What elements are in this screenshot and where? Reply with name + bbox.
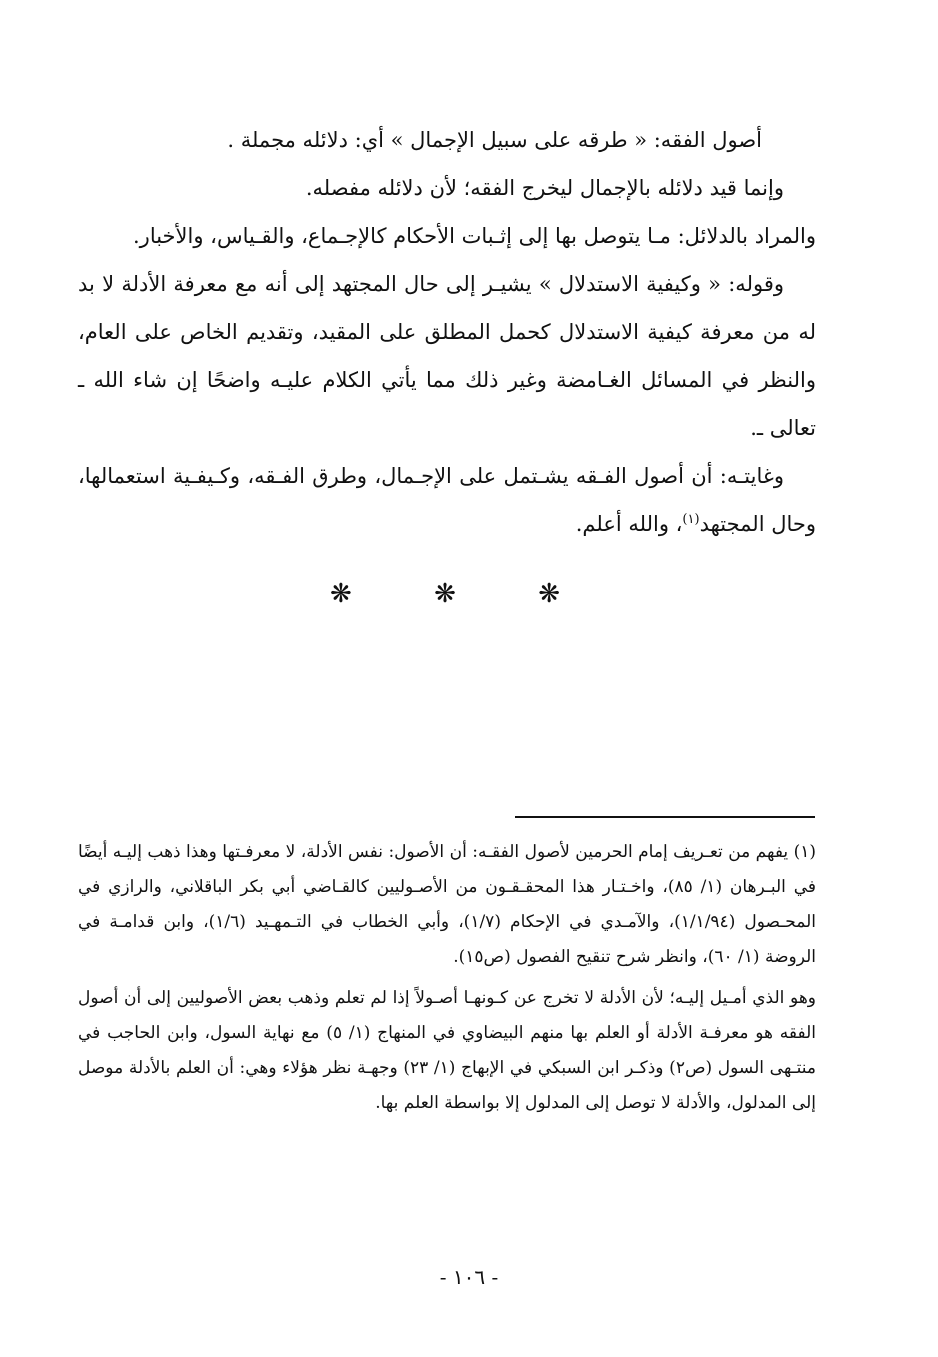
main-text xyxy=(78,116,816,548)
purpose-text: وغايتـه: أن أصول الفـقه يشـتمل على الإجـمال، وطرق الفـقه، وكـيفـية استعمالها، وحال المجتهد xyxy=(78,464,816,536)
footnote-1: (١) يفهم من تعـريف إمام الحرمين لأصول الفقـه: أن الأصول: نفس الأدلة، لا معرفـتها وهذا ذهب إليـه أيضًا في البـرهان (١/ ٨٥)، واخـتـار هذا المحقـقـون من الأصـوليين كالقـاضي أبي بكر الباقلاني، والرازي في المحـصول (١/١/٩٤)، والآمـدي في الإحكام (١/٧)، وأبي الخطاب في التـمهـيد (١/٦)، وابن قدامـة في الروضة (١/ ٦٠)، وانظر شرح تنقيح الفصول (ص١٥). xyxy=(78,842,816,967)
paragraph-definition: أصول الفقه: « طرقه على سبيل الإجمال » أي: دلائله مجملة . xyxy=(227,128,762,152)
asterism-star-icon: ❋ xyxy=(538,579,560,609)
asterism-star-icon: ❋ xyxy=(330,579,352,609)
footnote-divider xyxy=(515,816,815,818)
paragraph-inference: وقوله: « وكيفية الاستدلال » يشيـر إلى حال المجتهد إلى أنه مع معرفة الأدلة لا بد له من معرفة كيفية الاستدلال كحمل المطلق على المقيد، وتقديم الخاص على العام، والنظر في المسائل الغـامضة وغير ذلك مما يأتي الكلام عليـه واضحًا إن شاء الله ـ تعالى ـ. xyxy=(78,272,816,440)
page-number: - ١٠٦ - xyxy=(439,1265,499,1289)
asterism-star-icon: ❋ xyxy=(434,579,456,609)
paragraph-evidences: والمراد بالدلائل: مـا يتوصل بها إلى إثـبات الأحكام كالإجـماع، والقـياس، والأخبار. xyxy=(133,224,816,248)
footnote-1-continuation: وهو الذي أمـيل إليـه؛ لأن الأدلة لا تخرج عن كـونهـا أصـولاً إذا لم تعلم وذهب بعض الأصوليين إلى أن أصول الفقه هو معرفـة الأدلة أو العلم بها منهم البيضاوي في المنهاج (١/ ٥) مع نهاية السول، وابن الحاجب في منتـهى السول (ص٢) وذكـر ابن السبكي في الإبهاج (١/ ٢٣) وجهـة نظر هؤلاء وهي: أن العلم بالأدلة موصل إلى المدلول، والأدلة لا توصل إلى المدلول إلا بواسطة العلم بها. xyxy=(78,988,816,1113)
purpose-text-end: ، والله أعلم. xyxy=(575,512,683,536)
paragraph-purpose xyxy=(78,452,816,548)
footnotes xyxy=(78,835,816,1121)
footnote-reference: (١) xyxy=(682,512,700,527)
section-separator xyxy=(330,576,560,612)
paragraph-restriction: وإنما قيد دلائله بالإجمال ليخرج الفقه؛ لأن دلائله مفصله. xyxy=(305,176,784,200)
